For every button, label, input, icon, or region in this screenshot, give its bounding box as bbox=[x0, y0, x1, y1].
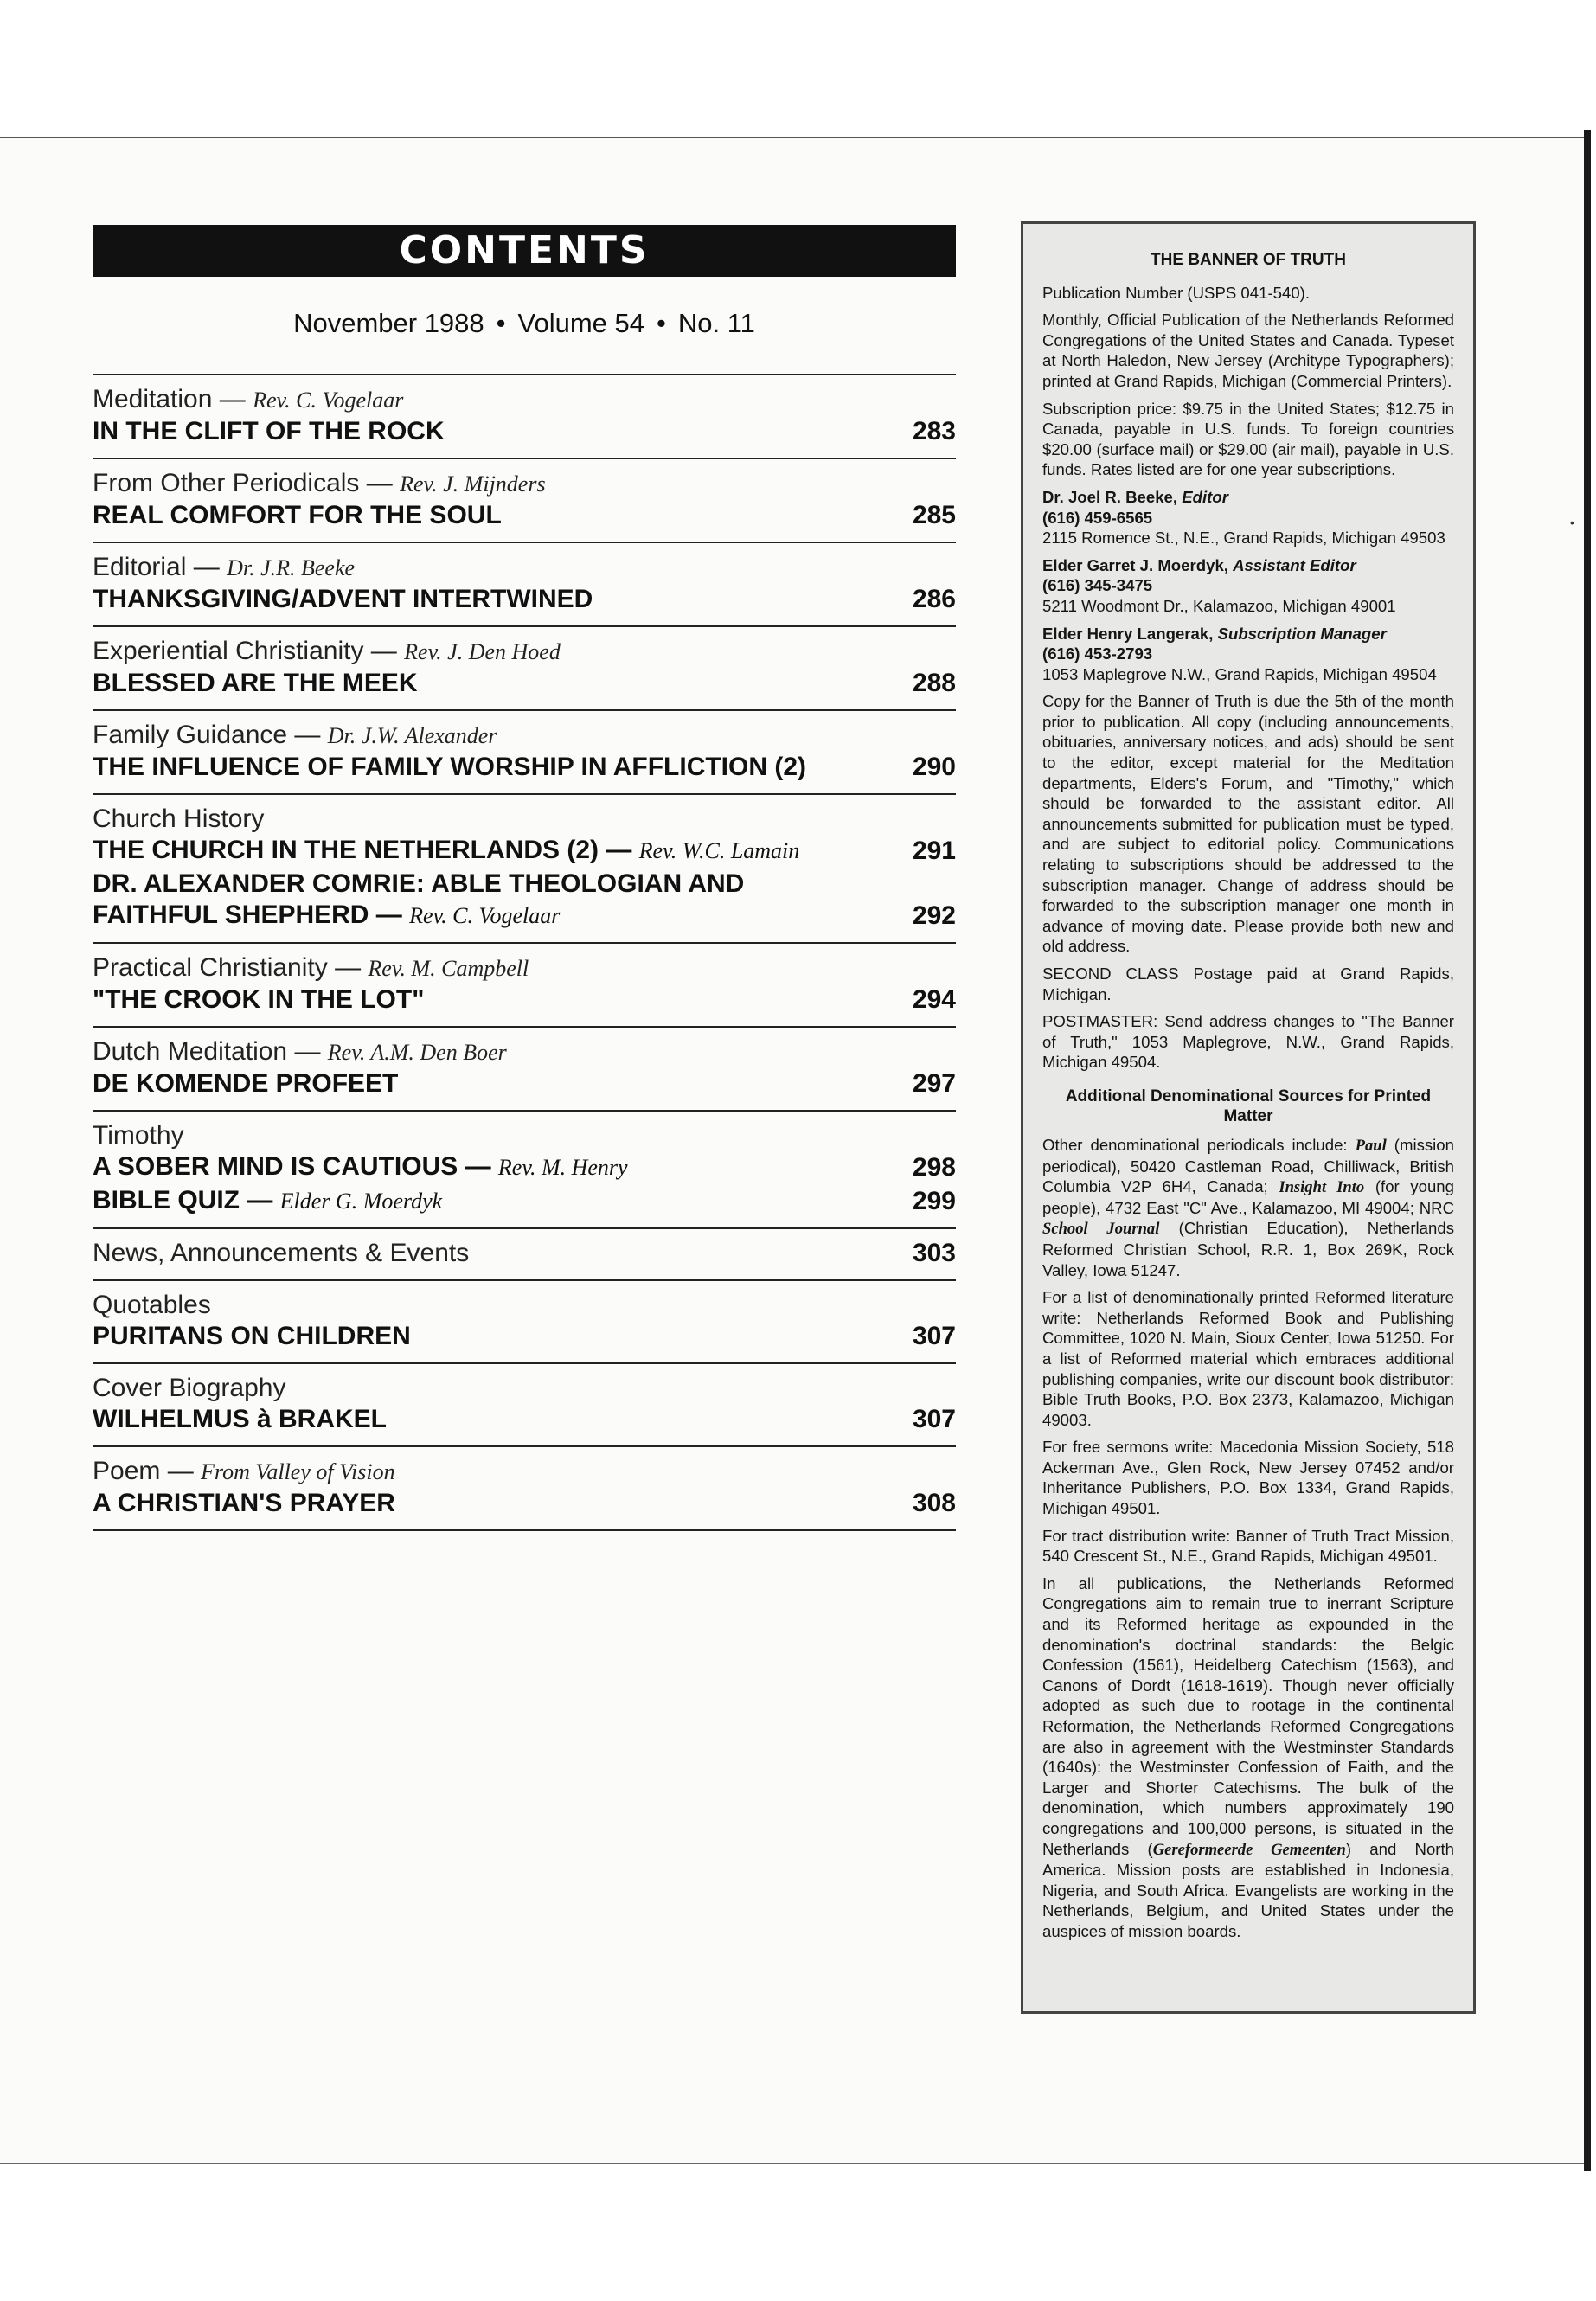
periodicals-intro: Other denominational periodicals include: bbox=[1042, 1135, 1356, 1154]
periodicals-paragraph bbox=[1042, 1135, 1454, 1280]
page-number: 290 bbox=[912, 753, 956, 781]
toc-item bbox=[93, 1238, 956, 1269]
page-number: 299 bbox=[912, 1187, 956, 1215]
category-label: From Other Periodicals bbox=[93, 469, 360, 497]
toc-item bbox=[93, 1488, 956, 1519]
page-number: 303 bbox=[912, 1239, 956, 1267]
contact-role: Subscription Manager bbox=[1217, 624, 1387, 643]
toc-item bbox=[93, 1404, 956, 1435]
article-title bbox=[93, 1321, 411, 1352]
category-author: Dr. J.W. Alexander bbox=[327, 723, 497, 748]
toc-category: From Other Periodicals — Rev. J. Mijnders bbox=[93, 469, 546, 497]
contact-name: Elder Henry Langerak, bbox=[1042, 624, 1214, 643]
toc-category: Meditation — Rev. C. Vogelaar bbox=[93, 385, 404, 413]
page-number: 307 bbox=[912, 1405, 956, 1433]
article-title-text: BLESSED ARE THE MEEK bbox=[93, 669, 418, 697]
category-author: Rev. J. Den Hoed bbox=[404, 639, 561, 664]
contact-phone: (616) 345-3475 bbox=[1042, 576, 1153, 595]
article-title-text: News, Announcements & Events bbox=[93, 1239, 470, 1267]
page-number: 286 bbox=[912, 585, 956, 613]
article-title-text: IN THE CLIFT OF THE ROCK bbox=[93, 417, 445, 445]
statement-text: ) and North America. Mission posts are established in Indonesia, Nigeria, and South Africa. Evangelists are working in the Netherlands, Belgium, and United States under the auspices of mission boards. bbox=[1042, 1839, 1454, 1940]
toc-category: Poem — From Valley of Vision bbox=[93, 1457, 395, 1485]
toc-entry bbox=[93, 711, 956, 795]
article-title bbox=[93, 668, 418, 699]
contact-phone: (616) 459-6565 bbox=[1042, 508, 1153, 527]
toc-item bbox=[93, 1151, 956, 1183]
toc-category: Family Guidance — Dr. J.W. Alexander bbox=[93, 721, 497, 749]
toc-entry bbox=[93, 627, 956, 711]
article-title-text: A SOBER MIND IS CAUTIOUS bbox=[93, 1152, 458, 1181]
periodical-name: Paul bbox=[1355, 1136, 1387, 1155]
category-label: Editorial bbox=[93, 553, 187, 581]
toc-category: Editorial — Dr. J.R. Beeke bbox=[93, 553, 356, 581]
article-title-text: THE CHURCH IN THE NETHERLANDS (2) bbox=[93, 836, 599, 864]
article-title bbox=[93, 1238, 469, 1269]
toc-category: Experiential Christianity — Rev. J. Den Hoed bbox=[93, 637, 561, 665]
tracts-paragraph: For tract distribution write: Banner of Truth Tract Mission, 540 Crescent St., N.E., Grand Rapids, Michigan 49501. bbox=[1042, 1526, 1454, 1566]
statement-text: In all publications, the Netherlands Reformed Congregations aim to remain true to inerrant Scripture and its Reformed heritage as expounded in the denomination's doctrinal standards: the Belgic Confession (1561), Heidelberg Catechism (1563), and Canons of Dordt (1618-1619). Though never officially adopted as such due to rootage in the continental Reformation, the Netherlands Reformed Congregations are also in agreement with the Westminster Standards (1640s): the Westminster Confession of Faith, and the Larger and Shorter Catechisms. The bulk of the denomination, which numbers approximately 190 congregations and 100,000 persons, is situated in the Netherlands ( bbox=[1042, 1574, 1454, 1858]
toc-item bbox=[93, 835, 956, 867]
article-title bbox=[93, 500, 502, 531]
toc-entry bbox=[93, 1229, 956, 1281]
page-number: 283 bbox=[912, 417, 956, 445]
article-title-text: THE INFLUENCE OF FAMILY WORSHIP IN AFFLICTION (2) bbox=[93, 753, 807, 781]
sermons-paragraph: For free sermons write: Macedonia Mission Society, 518 Ackerman Ave., Glen Rock, New Jersey 07452 and/or Inheritance Publishers, P.O. Box 1334, Grand Rapids, Michigan 49501. bbox=[1042, 1438, 1454, 1518]
article-title: A SOBER MIND IS CAUTIOUS — Rev. M. Henry bbox=[93, 1152, 628, 1181]
periodical-details: (mission periodical), 50420 Castleman Road, Chilliwack, British Columbia V2P 6H4, Canada; bbox=[1042, 1135, 1454, 1196]
page-number: 297 bbox=[912, 1069, 956, 1098]
article-title-text: PURITANS ON CHILDREN bbox=[93, 1322, 411, 1350]
article-title bbox=[93, 584, 593, 615]
category-author: Rev. C. Vogelaar bbox=[253, 388, 404, 413]
toc-item bbox=[93, 416, 956, 447]
contact-assistant-editor bbox=[1042, 555, 1454, 617]
toc-entry bbox=[93, 795, 956, 944]
toc-entry bbox=[93, 1112, 956, 1229]
toc-item bbox=[93, 584, 956, 615]
page-number: 307 bbox=[912, 1322, 956, 1350]
toc-category bbox=[93, 1120, 956, 1151]
toc-entry bbox=[93, 543, 956, 627]
page-number: 292 bbox=[912, 901, 956, 930]
category-label: Experiential Christianity bbox=[93, 637, 364, 665]
subscription-price: Subscription price: $9.75 in the United States; $12.75 in Canada, payable in U.S. funds. To foreign countries $20.00 (surface mail) or $29.00 (air mail), payable in U.S. funds. Rates listed are for one year subscriptions. bbox=[1042, 399, 1454, 479]
contact-address: 2115 Romence St., N.E., Grand Rapids, Michigan 49503 bbox=[1042, 529, 1445, 548]
article-title-text: BIBLE QUIZ bbox=[93, 1186, 240, 1215]
contact-address: 1053 Maplegrove N.W., Grand Rapids, Michigan 49504 bbox=[1042, 664, 1437, 683]
issue-date: November 1988 bbox=[293, 308, 484, 338]
article-title-text: "THE CROOK IN THE LOT" bbox=[93, 985, 425, 1014]
second-class-notice: SECOND CLASS Postage paid at Grand Rapids, Michigan. bbox=[1042, 965, 1454, 1003]
contact-phone: (616) 453-2793 bbox=[1042, 644, 1153, 663]
literature-paragraph: For a list of denominationally printed Reformed literature write: Netherlands Reformed Book and Publishing Committee, 1020 N. Main, Sioux Center, Iowa 51250. For a list of Reformed material which embraces additional publishing companies, write our discount book distributor: Bible Truth Books, P.O. Box 2373, Kalamazoo, Michigan 49003. bbox=[1042, 1288, 1454, 1429]
article-title bbox=[93, 984, 424, 1016]
toc-entry bbox=[93, 1364, 956, 1447]
article-title bbox=[93, 752, 806, 783]
doctrinal-statement bbox=[1042, 1574, 1454, 1942]
category-author: Dr. J.R. Beeke bbox=[227, 555, 356, 580]
toc-entry bbox=[93, 459, 956, 543]
article-author: Elder G. Moerdyk bbox=[279, 1189, 443, 1214]
toc-entry bbox=[93, 1281, 956, 1364]
category-label: Dutch Meditation bbox=[93, 1037, 288, 1066]
contact-address: 5211 Woodmont Dr., Kalamazoo, Michigan 49001 bbox=[1042, 596, 1396, 615]
issue-number: No. 11 bbox=[677, 308, 755, 338]
publication-number: Publication Number (USPS 041-540). bbox=[1042, 283, 1311, 302]
article-title-text: DR. ALEXANDER COMRIE: ABLE THEOLOGIAN AND FAITHFUL SHEPHERD bbox=[93, 869, 745, 929]
toc-category: Dutch Meditation — Rev. A.M. Den Boer bbox=[93, 1037, 507, 1066]
toc-entry bbox=[93, 1447, 956, 1531]
article-author: Rev. W.C. Lamain bbox=[638, 838, 800, 863]
category-label: Meditation bbox=[93, 385, 213, 413]
toc-entry bbox=[93, 944, 956, 1028]
contact-subscription-manager bbox=[1042, 624, 1454, 685]
contents-title: CONTENTS bbox=[93, 225, 956, 277]
article-title bbox=[93, 1488, 395, 1519]
periodical-name: Insight Into bbox=[1279, 1178, 1365, 1197]
toc-item bbox=[93, 1185, 956, 1217]
periodical-name: School Journal bbox=[1042, 1220, 1160, 1239]
toc-item bbox=[93, 752, 956, 783]
page-number: 285 bbox=[912, 501, 956, 529]
bullet-icon: • bbox=[657, 308, 666, 338]
page-number: 298 bbox=[912, 1153, 956, 1182]
toc-item bbox=[93, 500, 956, 531]
category-label: Family Guidance bbox=[93, 721, 288, 749]
article-title-text: REAL COMFORT FOR THE SOUL bbox=[93, 501, 502, 529]
toc-entry bbox=[93, 375, 956, 459]
contents-column bbox=[93, 225, 956, 1531]
toc-entry bbox=[93, 1028, 956, 1112]
page-number: 291 bbox=[912, 836, 956, 865]
page-edge bbox=[1584, 130, 1591, 2171]
toc-category bbox=[93, 804, 956, 835]
issue-line bbox=[93, 306, 956, 341]
contact-role: Assistant Editor bbox=[1233, 555, 1356, 574]
page-number: 288 bbox=[912, 669, 956, 697]
copy-notice: Copy for the Banner of Truth is due the 5th of the month prior to publication. All copy (including announcements, obituaries, anniversary notices, and ads) should be sent to the editor, except material for the Meditation departments, Elders's Forum, and "Timothy," which should be forwarded to the assistant editor. All announcements submitted for publication must be typed, and are subject to editorial policy. Communications relating to subscriptions should be addressed to the subscription manager. Change of address should be forwarded to the subscription manager one month in advance of moving date. Please provide both new and old address. bbox=[1042, 692, 1454, 956]
article-title bbox=[93, 1068, 398, 1099]
category-label: Church History bbox=[93, 804, 265, 833]
article-title-text: WILHELMUS à BRAKEL bbox=[93, 1405, 387, 1433]
article-title-text: THANKSGIVING/ADVENT INTERTWINED bbox=[93, 585, 593, 613]
toc-item bbox=[93, 984, 956, 1016]
article-title-text: A CHRISTIAN'S PRAYER bbox=[93, 1489, 395, 1517]
article-title bbox=[93, 1404, 387, 1435]
periodical-details: (Christian Education), Netherlands Reformed Christian School, R.R. 1, Box 269K, Rock Valley, Iowa 51247. bbox=[1042, 1219, 1455, 1279]
category-author: Rev. M. Campbell bbox=[368, 956, 529, 981]
article-title: THE CHURCH IN THE NETHERLANDS (2) — Rev. W.C. Lamain bbox=[93, 836, 800, 864]
toc-category: Practical Christianity — Rev. M. Campbell bbox=[93, 953, 529, 982]
contact-name: Dr. Joel R. Beeke, bbox=[1042, 487, 1178, 506]
toc-item bbox=[93, 868, 956, 932]
category-label: Practical Christianity bbox=[93, 953, 328, 982]
category-label: Poem bbox=[93, 1457, 161, 1485]
masthead-title: THE BANNER OF TRUTH bbox=[1151, 251, 1346, 269]
contact-role: Editor bbox=[1182, 487, 1228, 506]
masthead-box bbox=[1021, 221, 1476, 2014]
article-title bbox=[93, 416, 445, 447]
toc-item bbox=[93, 668, 956, 699]
margin-mark: • bbox=[1570, 516, 1574, 529]
article-title-text: DE KOMENDE PROFEET bbox=[93, 1069, 399, 1098]
contact-editor bbox=[1042, 487, 1454, 548]
category-label: Timothy bbox=[93, 1121, 184, 1150]
postmaster-notice: POSTMASTER: Send address changes to "The Banner of Truth," 1053 Maplegrove, N.W., Grand Rapids, Michigan 49504. bbox=[1042, 1012, 1454, 1072]
category-label: Quotables bbox=[93, 1291, 211, 1319]
issue-volume: Volume 54 bbox=[517, 308, 645, 338]
toc-category bbox=[93, 1373, 956, 1404]
article-title: DR. ALEXANDER COMRIE: ABLE THEOLOGIAN AND FAITHFUL SHEPHERD — Rev. C. Vogelaar bbox=[93, 869, 745, 929]
statement-italic: Gereformeerde Gemeenten bbox=[1152, 1840, 1346, 1859]
publication-description: Monthly, Official Publication of the Netherlands Reformed Congregations of the United States and Canada. Typeset at North Haledon, New Jersey (Architype Typographers); printed at Grand Rapids, Michigan (Commercial Printers). bbox=[1042, 311, 1454, 390]
category-author: Rev. J. Mijnders bbox=[400, 471, 546, 497]
table-of-contents bbox=[93, 374, 956, 1531]
article-author: Rev. M. Henry bbox=[497, 1155, 628, 1180]
toc-item bbox=[93, 1068, 956, 1099]
toc-category bbox=[93, 1290, 956, 1321]
page-number: 308 bbox=[912, 1489, 956, 1517]
periodical-details: (for young people), 4732 East "C" Ave., Kalamazoo, MI 49004; NRC bbox=[1042, 1177, 1454, 1217]
category-label: Cover Biography bbox=[93, 1374, 286, 1402]
bullet-icon: • bbox=[496, 308, 506, 338]
category-author: From Valley of Vision bbox=[201, 1459, 395, 1484]
article-author: Rev. C. Vogelaar bbox=[409, 903, 561, 928]
contact-name: Elder Garret J. Moerdyk, bbox=[1042, 555, 1228, 574]
article-title: BIBLE QUIZ — Elder G. Moerdyk bbox=[93, 1186, 443, 1215]
toc-item bbox=[93, 1321, 956, 1352]
sources-heading: Additional Denominational Sources for Printed Matter bbox=[1065, 1086, 1432, 1125]
page-number: 294 bbox=[912, 985, 956, 1014]
category-author: Rev. A.M. Den Boer bbox=[327, 1040, 507, 1065]
